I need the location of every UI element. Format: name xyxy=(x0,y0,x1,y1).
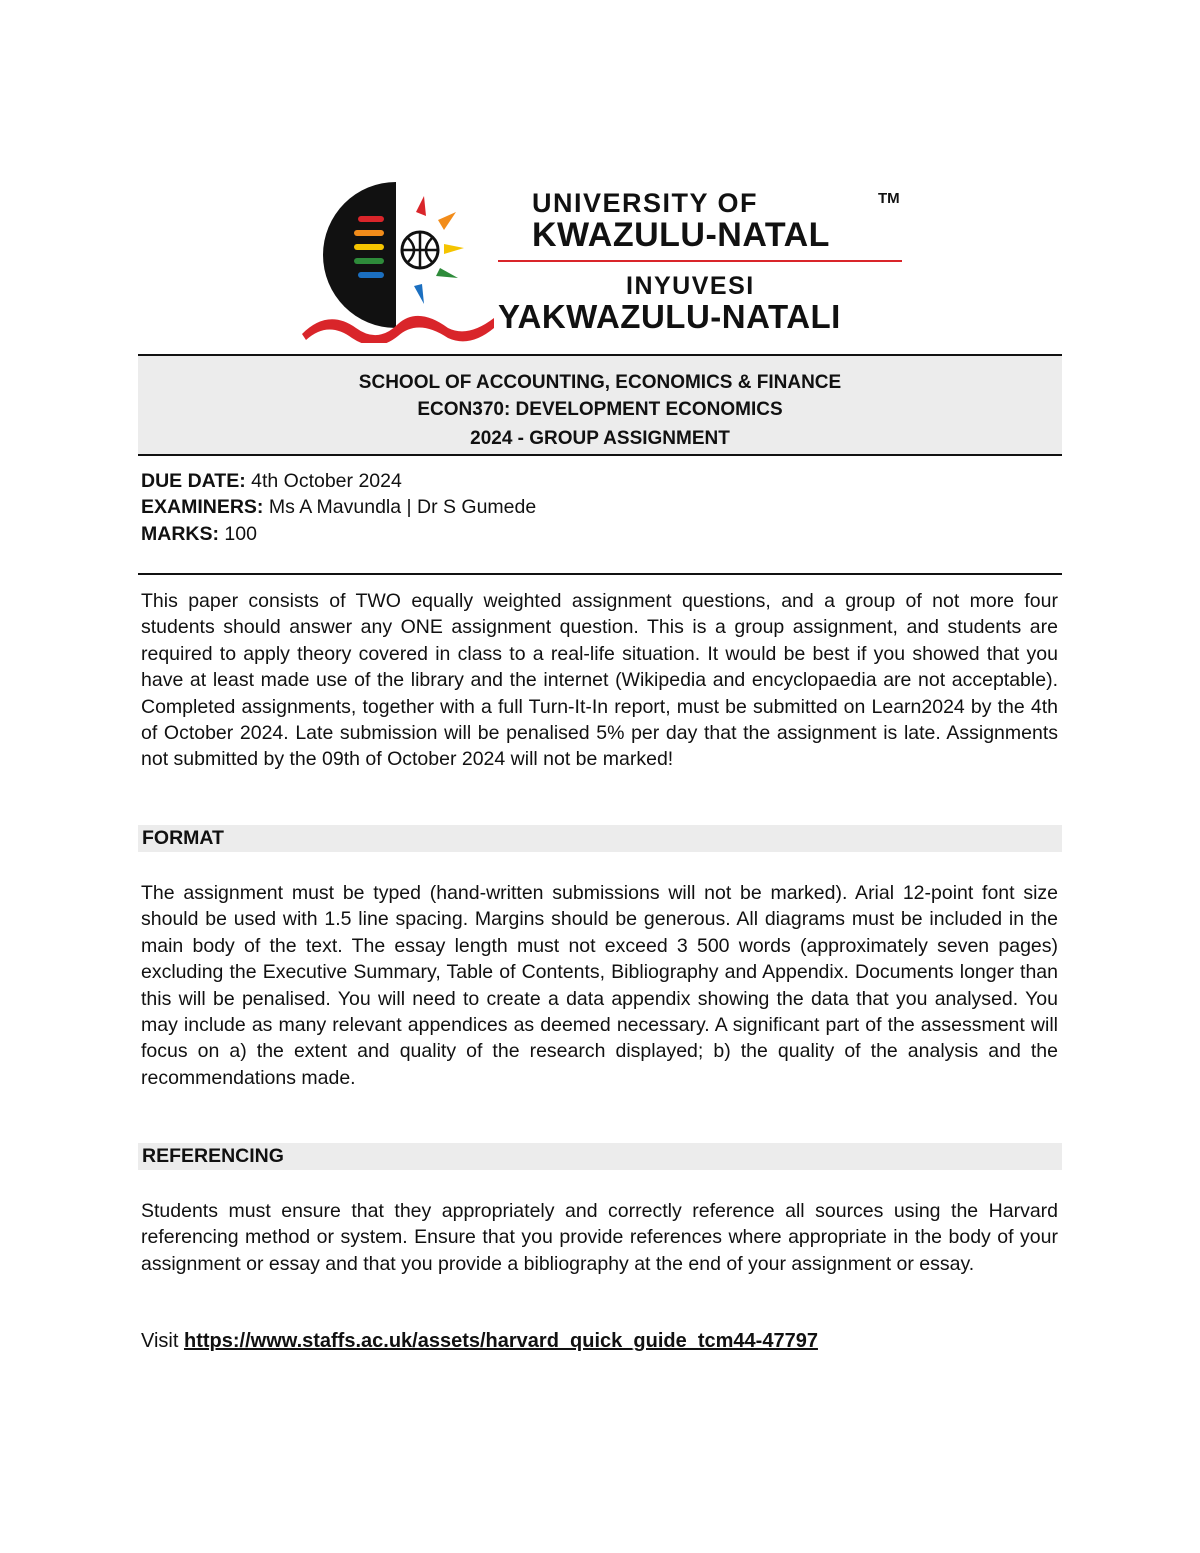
format-section-heading xyxy=(138,825,1062,852)
marks xyxy=(141,523,257,546)
wordmark-line-1: UNIVERSITY OF xyxy=(532,188,759,218)
due-date-label: DUE DATE: xyxy=(141,470,246,492)
wordmark-line-4: YAKWAZULU-NATALI xyxy=(498,298,841,335)
university-emblem-icon xyxy=(298,178,508,343)
header-divider xyxy=(138,573,1062,575)
assignment-title: 2024 - GROUP ASSIGNMENT xyxy=(470,428,730,449)
wordmark-line-2: KWAZULU-NATAL xyxy=(532,216,830,254)
wordmark-line-3: INYUVESI xyxy=(626,272,755,300)
university-wordmark xyxy=(498,186,910,336)
school-name: SCHOOL OF ACCOUNTING, ECONOMICS & FINANCE xyxy=(358,372,842,393)
wordmark-divider xyxy=(498,260,902,262)
trademark-symbol: TM xyxy=(878,190,900,207)
format-heading: FORMAT xyxy=(142,827,224,849)
due-date-value: 4th October 2024 xyxy=(245,470,402,492)
referencing-paragraph: Students must ensure that they appropriately and correctly reference all sources using the Harvard referencing method or system. Ensure that you provide references where appropriate in the body of your assignment or essay and that you provide a bibliography at the end of your assignment or essay. xyxy=(141,1200,1058,1275)
examiners xyxy=(141,496,536,519)
module-name: ECON370: DEVELOPMENT ECONOMICS xyxy=(417,399,783,420)
referencing-heading: REFERENCING xyxy=(142,1145,284,1167)
visit-line xyxy=(141,1330,818,1353)
referencing-section-heading xyxy=(138,1143,1062,1170)
due-date xyxy=(141,470,402,493)
intro-paragraph: This paper consists of TWO equally weighted assignment questions, and a group of not more four students should answer any ONE assignment question. This is a group assignment, and students are required to apply theory covered in class to a real-life situation. It would be best if you showed that you have at least made use of the library and the internet (Wikipedia and encyclopaedia are not acceptable). Completed assignments, together with a full Turn-It-In report, must be submitted on Learn2024 by the 4th of October 2024. Late submission will be penalised 5% per day that the assignment is late. Assignments not submitted by the 09th of October 2024 will not be marked! xyxy=(141,590,1058,771)
harvard-guide-link[interactable]: https://www.staffs.ac.uk/assets/harvard_quick_guide_tcm44-47797 xyxy=(183,1330,818,1352)
format-paragraph: The assignment must be typed (hand-written submissions will not be marked). Arial 12-point font size should be used with 1.5 line spacing. Margins should be generous. All diagrams must be included in the main body of the text. The essay length must not exceed 3 500 words (approximately seven pages) excluding the Executive Summary, Table of Contents, Bibliography and Appendix. Documents longer than this will be penalised. You will need to create a data appendix showing the data that you analysed. You may include as many relevant appendices as deemed necessary. A significant part of the assessment will focus on a) the extent and quality of the research displayed; b) the quality of the analysis and the recommendations made. xyxy=(141,882,1058,1089)
examiners-label: EXAMINERS: xyxy=(141,496,264,518)
examiners-value: Ms A Mavundla | Dr S Gumede xyxy=(263,496,537,518)
visit-label: Visit xyxy=(141,1330,184,1352)
marks-label: MARKS: xyxy=(141,523,219,545)
marks-value: 100 xyxy=(219,523,257,545)
document-header xyxy=(138,354,1062,456)
